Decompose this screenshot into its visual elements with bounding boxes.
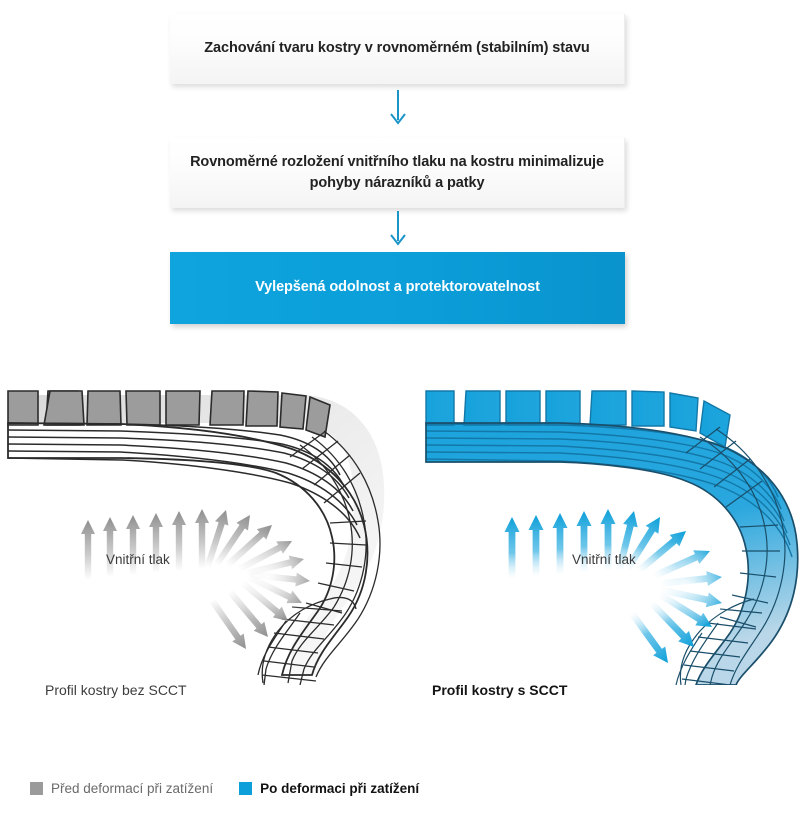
flow-step-1-label: Zachování tvaru kostry v rovnoměrném (stabilním) stavu <box>204 40 590 57</box>
caption-without-scct: Profil kostry bez SCCT <box>45 682 187 698</box>
caption-with-scct: Profil kostry s SCCT <box>432 682 568 698</box>
belt-layers <box>8 423 360 538</box>
tire-cross-section-without-scct <box>0 345 400 685</box>
flow-step-3-label: Vylepšená odolnost a protektorovatelnost <box>255 279 540 296</box>
legend-swatch-icon <box>30 782 43 795</box>
pressure-label-left: Vnitřní tlak <box>106 552 170 567</box>
legend-swatch-icon <box>239 782 252 795</box>
tire-comparison-diagrams <box>0 345 800 685</box>
flow-step-2 <box>170 138 625 208</box>
pressure-center-glow <box>634 541 738 629</box>
tire-cross-section-with-scct <box>400 345 800 685</box>
arrow-down-icon <box>383 211 413 251</box>
flowchart <box>0 0 800 345</box>
legend-label-before: Před deformací při zatížení <box>51 781 214 796</box>
pressure-label-right: Vnitřní tlak <box>572 552 636 567</box>
legend-item-after <box>239 781 419 796</box>
legend <box>30 781 445 796</box>
flow-step-1 <box>170 14 625 84</box>
legend-label-after: Po deformaci při zatížení <box>260 781 420 796</box>
legend-item-before <box>30 781 213 796</box>
flow-step-2-label: Rovnoměrné rozložení vnitřního tlaku na kostru minimalizuje pohyby nárazníků a patky <box>190 153 604 191</box>
flow-step-3 <box>170 252 625 324</box>
arrow-down-icon <box>383 90 413 130</box>
pressure-center-glow <box>214 533 322 621</box>
